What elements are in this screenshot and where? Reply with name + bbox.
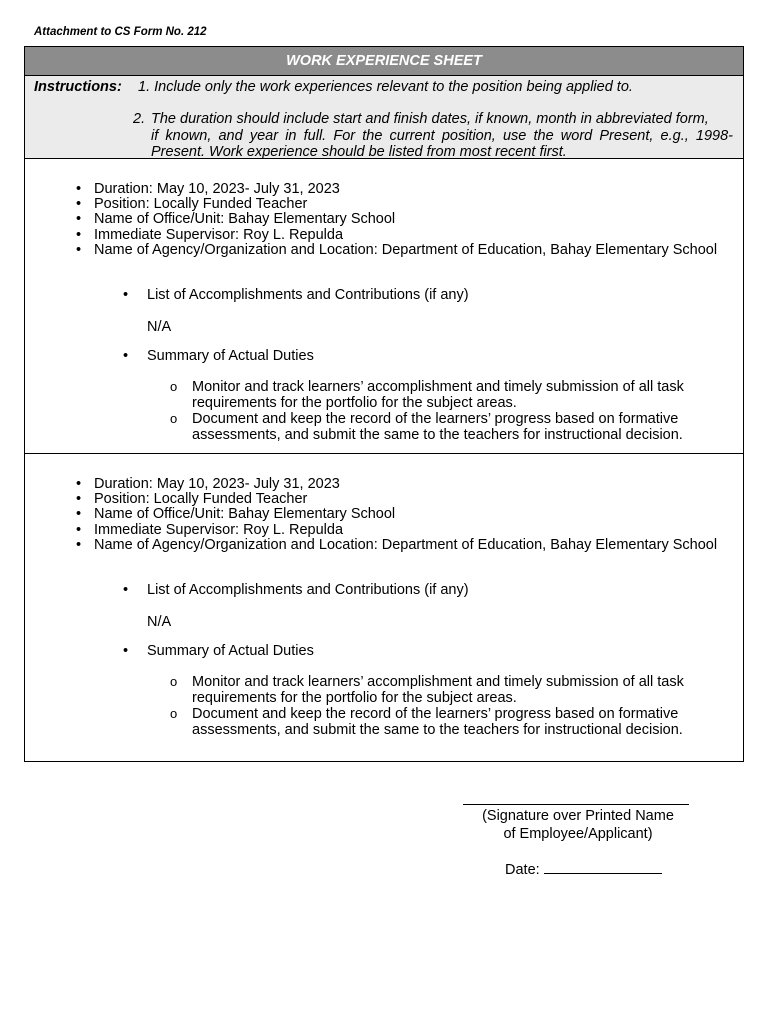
signature-caption-line2: of Employee/Applicant) (503, 825, 653, 842)
entry-details-list (75, 182, 754, 258)
entry-position: • Position: Locally Funded Teacher (94, 197, 754, 212)
instruction-item-1 (138, 79, 633, 95)
signature-caption (460, 808, 696, 843)
entry-office: • Name of Office/Unit: Bahay Elementary School (94, 507, 754, 522)
duty-item: o Monitor and track learners’ accomplishment and timely submission of all task requirements for the portfolio for the subject areas. (170, 674, 715, 706)
duties-label: Summary of Actual Duties (147, 348, 314, 364)
work-entry (25, 454, 743, 759)
work-experience-sheet (24, 46, 744, 762)
duties-heading (123, 643, 314, 659)
instruction-item-2 (133, 111, 733, 161)
duties-list (170, 379, 715, 443)
entry-supervisor: • Immediate Supervisor: Roy L. Repulda (94, 523, 754, 538)
sheet-title: WORK EXPERIENCE SHEET (25, 47, 743, 76)
accomplishments-label: List of Accomplishments and Contributions (if any) (147, 287, 469, 303)
instruction-1-text: Include only the work experiences relevant to the position being applied to. (154, 79, 633, 95)
entry-office: • Name of Office/Unit: Bahay Elementary School (94, 212, 754, 227)
instruction-2-rest: if known, and year in full. For the current position, use the word Present, e.g., 1998-Present. Work experience should be listed from most recent first. (151, 127, 733, 160)
accomplishments-label: List of Accomplishments and Contributions (if any) (147, 582, 469, 598)
entry-duration: • Duration: May 10, 2023- July 31, 2023 (94, 477, 754, 492)
entry-duration: • Duration: May 10, 2023- July 31, 2023 (94, 182, 754, 197)
date-blank-line (544, 859, 662, 874)
duties-heading (123, 348, 314, 364)
attachment-label: Attachment to CS Form No. 212 (34, 26, 207, 38)
instruction-2-number: 2. (133, 111, 146, 127)
instructions-label: Instructions: (34, 79, 122, 95)
entry-agency: • Name of Agency/Organization and Location: Department of Education, Bahay Elementary School (94, 243, 754, 258)
duty-item: o Document and keep the record of the learners’ progress based on formative assessments, and submit the same to the teachers for instructional decision. (170, 706, 715, 738)
duty-item: o Document and keep the record of the learners’ progress based on formative assessments, and submit the same to the teachers for instructional decision. (170, 411, 715, 443)
instruction-2-line1: The duration should include start and finish dates, if known, month in abbreviated form, (151, 111, 709, 127)
work-entry (25, 159, 743, 454)
instructions-block (25, 76, 743, 159)
entry-details-list (75, 477, 754, 553)
duties-list (170, 674, 715, 738)
entry-supervisor: • Immediate Supervisor: Roy L. Repulda (94, 228, 754, 243)
accomplishments-heading (123, 287, 469, 303)
instruction-1-number: 1. (138, 79, 151, 95)
accomplishments-value: N/A (147, 614, 172, 630)
signature-caption-line1: (Signature over Printed Name (482, 808, 674, 824)
signature-line (463, 804, 689, 805)
duties-label: Summary of Actual Duties (147, 643, 314, 659)
accomplishments-heading (123, 582, 469, 598)
date-label: Date: (505, 862, 540, 878)
entry-agency: • Name of Agency/Organization and Location: Department of Education, Bahay Elementary School (94, 538, 754, 553)
date-field (505, 859, 662, 878)
accomplishments-value: N/A (147, 319, 172, 335)
duty-item: o Monitor and track learners’ accomplishment and timely submission of all task requirements for the portfolio for the subject areas. (170, 379, 715, 411)
entry-position: • Position: Locally Funded Teacher (94, 492, 754, 507)
